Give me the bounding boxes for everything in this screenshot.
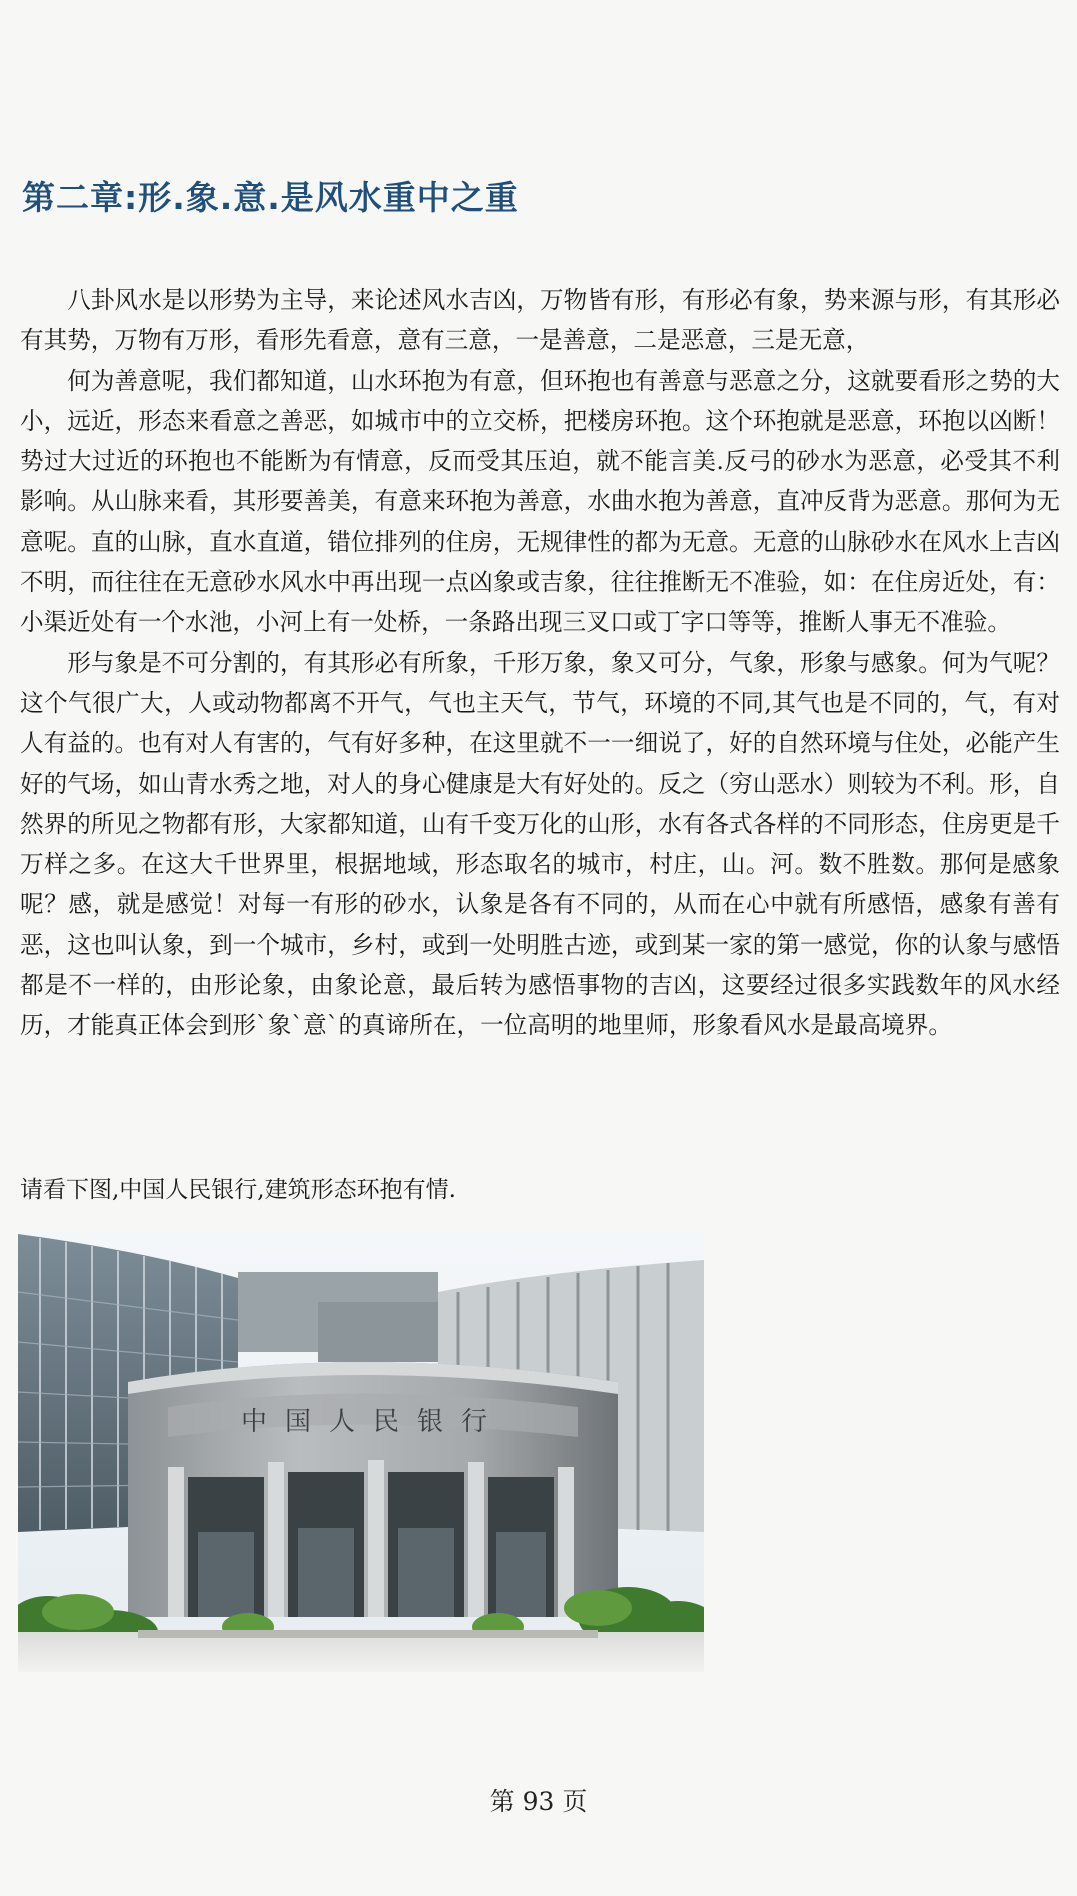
- paragraph-1: 八卦风水是以形势为主导，来论述风水吉凶，万物皆有形，有形必有象，势来源与形，有其形必有其势，万物有万形，看形先看意，意有三意，一是善意，二是恶意，三是无意，: [20, 286, 1060, 355]
- paragraph-3: 形与象是不可分割的，有其形必有所象，千形万象，象又可分，气象，形象与感象。何为气呢？这个气很广大，人或动物都离不开气，气也主天气，节气，环境的不同,其气也是不同的，气，有对人有益的。也有对人有害的，气有好多种，在这里就不一一细说了，好的自然环境与住处，必能产生好的气场，如山青水秀之地，对人的身心健康是大有好处的。反之（穷山恶水）则较为不利。形，自然界的所见之物都有形，大家都知道，山有千变万化的山形，水有各式各样的不同形态，住房更是千万样之多。在这大千世界里，根据地域，形态取名的城市，村庄，山。河。数不胜数。那何是感象呢？感，就是感觉！对每一有形的砂水，认象是各有不同的，从而在心中就有所感悟，感象有善有恶，这也叫认象，到一个城市，乡村，或到一处明胜古迹，或到某一家的第一感觉，你的认象与感悟都是不一样的，由形论象，由象论意，最后转为感悟事物的吉凶，这要经过很多实践数年的风水经历，才能真正体会到形`象`意`的真谛所在，一位高明的地里师，形象看风水是最高境界。: [20, 648, 1060, 1040]
- photo-caption: 请看下图,中国人民银行,建筑形态环抱有情.: [20, 1177, 456, 1203]
- chapter-title: 第二章:形.象.意.是风水重中之重: [22, 178, 519, 217]
- body-text: [20, 280, 1060, 1046]
- paragraph-2: 何为善意呢，我们都知道，山水环抱为有意，但环抱也有善意与恶意之分，这就要看形之势的大小，远近，形态来看意之善恶，如城市中的立交桥，把楼房环抱。这个环抱就是恶意，环抱以凶断！势过大过近的环抱也不能断为有情意，反而受其压迫，就不能言美.反弓的砂水为恶意，必受其不利影响。从山脉来看，其形要善美，有意来环抱为善意，水曲水抱为善意，直冲反背为恶意。那何为无意呢。直的山脉，直水直道，错位排列的住房，无规律性的都为无意。无意的山脉砂水在风水上吉凶不明，而往往在无意砂水风水中再出现一点凶象或吉象，往往推断无不准验，如：在住房近处，有：小渠近处有一个水池，小河上有一处桥，一条路出现三叉口或丁字口等等，推断人事无不准验。: [20, 366, 1060, 637]
- bank-building-photo: [18, 1232, 704, 1672]
- page-number: 第 93 页: [489, 1787, 588, 1816]
- bank-sign-text: 中国人民银行: [240, 1407, 506, 1437]
